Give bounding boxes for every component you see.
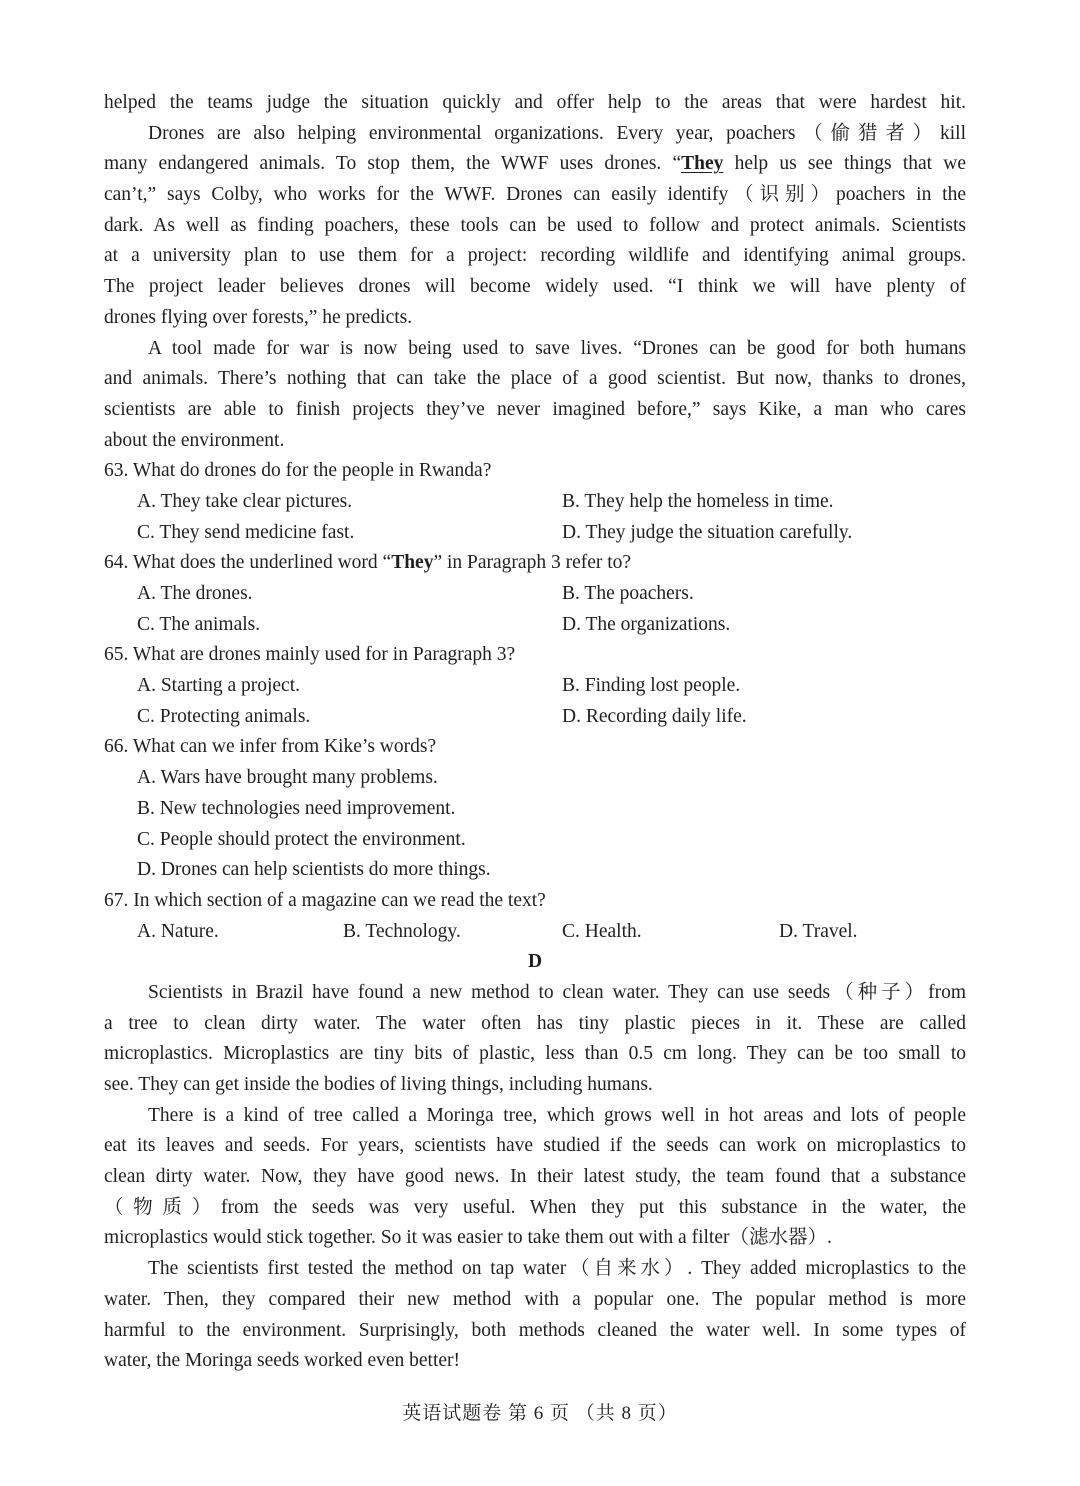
option-d: D. Recording daily life. — [562, 705, 747, 727]
question-stem: 65. What are drones mainly used for in Paragraph 3? — [104, 644, 516, 666]
question-stem: 67. In which section of a magazine can we read the text? — [104, 889, 546, 911]
text-line: helped the teams judge the situation quickly and offer help to the areas that were hardest hit. — [104, 92, 966, 113]
text-line: microplastics would stick together. So it was easier to take them out with a filter（滤水器）. — [104, 1227, 832, 1249]
page-footer: 英语试题卷 第 6 页 （共 8 页） — [402, 1403, 678, 1424]
text-line: microplastics. Microplastics are tiny bits of plastic, less than 0.5 cm long. They can be too small to — [104, 1043, 966, 1065]
text-line: drones flying over forests,” he predicts. — [104, 306, 413, 328]
text-line: can’t,” says Colby, who works for the WWF. Drones can easily identify（识别）poachers in the — [104, 184, 966, 206]
passage-c — [104, 88, 966, 456]
options-row — [104, 671, 966, 702]
text-line: clean dirty water. Now, they have good news. In their latest study, the team found that a substance — [104, 1166, 966, 1188]
text-line: eat its leaves and seeds. For years, scientists have studied if the seeds can work on microplastics to — [104, 1135, 966, 1157]
text-line: see. They can get inside the bodies of living things, including humans. — [104, 1074, 653, 1095]
option-a: A. Wars have brought many problems. — [137, 767, 438, 789]
options-row — [104, 610, 966, 641]
option-a: A. The drones. — [137, 583, 253, 604]
text-line: and animals. There’s nothing that can take the place of a good scientist. But now, thanks to drones, — [104, 368, 966, 390]
text-line: at a university plan to use them for a project: recording wildlife and identifying animal groups. — [104, 245, 966, 267]
text-line: Scientists in Brazil have found a new method to clean water. They can use seeds（种子）from — [148, 981, 966, 1003]
option-b: B. They help the homeless in time. — [562, 490, 834, 512]
text-line: A tool made for war is now being used to save lives. “Drones can be good for both humans — [148, 337, 966, 359]
text-line: many endangered animals. To stop them, the WWF uses drones. “They help us see things that we — [104, 153, 966, 175]
text-line: dark. As well as finding poachers, these tools can be used to follow and protect animals. Scientists — [104, 214, 966, 236]
option-c: C. Protecting animals. — [137, 705, 311, 727]
option-b: B. New technologies need improvement. — [137, 797, 456, 819]
section-heading: D — [527, 951, 543, 973]
option-d: D. Drones can help scientists do more things. — [137, 859, 491, 881]
options-row — [104, 518, 966, 549]
option-d: D. They judge the situation carefully. — [562, 521, 853, 543]
question-stem: 66. What can we infer from Kike’s words? — [104, 736, 437, 758]
text-line: water. Then, they compared their new method with a popular one. The popular method is more — [104, 1288, 966, 1310]
question-65 — [104, 640, 966, 732]
option-c: C. They send medicine fast. — [137, 521, 355, 543]
options-row — [104, 579, 966, 610]
option-b: B. The poachers. — [562, 583, 694, 604]
option-a: A. Nature. — [137, 920, 219, 942]
text-line: Drones are also helping environmental organizations. Every year, poachers（偷猎者）kill — [148, 122, 966, 144]
option-c: C. People should protect the environment. — [137, 828, 466, 850]
text-line: The project leader believes drones will become widely used. “I think we will have plenty of — [104, 276, 966, 298]
quoted-word: They — [391, 552, 434, 574]
question-64 — [104, 548, 966, 640]
exam-page — [104, 88, 966, 1377]
question-stem: 64. What does the underlined word “They” in Paragraph 3 refer to? — [104, 552, 632, 574]
option-a: A. Starting a project. — [137, 675, 300, 697]
text-line: scientists are able to finish projects they’ve never imagined before,” says Kike, a man who cares — [104, 398, 966, 420]
text-line: about the environment. — [104, 429, 285, 451]
options-row — [104, 487, 966, 518]
option-b: B. Finding lost people. — [562, 675, 741, 697]
text-line: （物质）from the seeds was very useful. When they put this substance in the water, the — [104, 1196, 966, 1218]
text-line: water, the Moringa seeds worked even better! — [104, 1350, 461, 1372]
option-d: D. Travel. — [779, 920, 858, 942]
text-line: There is a kind of tree called a Moringa tree, which grows well in hot areas and lots of people — [148, 1104, 966, 1126]
text-line: The scientists first tested the method on tap water（自来水）. They added microplastics to the — [148, 1258, 966, 1280]
underlined-word: They — [681, 153, 724, 175]
question-63 — [104, 456, 966, 548]
option-b: B. Technology. — [343, 920, 461, 942]
question-67 — [104, 886, 966, 947]
option-a: A. They take clear pictures. — [137, 490, 353, 512]
option-c: C. Health. — [562, 920, 642, 942]
text-line: harmful to the environment. Surprisingly, both methods cleaned the water well. In some types of — [104, 1319, 966, 1341]
options-row — [104, 917, 966, 948]
option-c: C. The animals. — [137, 613, 261, 635]
passage-d — [104, 947, 966, 1377]
option-d: D. The organizations. — [562, 613, 731, 635]
question-stem: 63. What do drones do for the people in Rwanda? — [104, 460, 492, 482]
text-line: a tree to clean dirty water. The water often has tiny plastic pieces in it. These are called — [104, 1012, 966, 1034]
question-66 — [104, 732, 966, 885]
options-row — [104, 702, 966, 733]
